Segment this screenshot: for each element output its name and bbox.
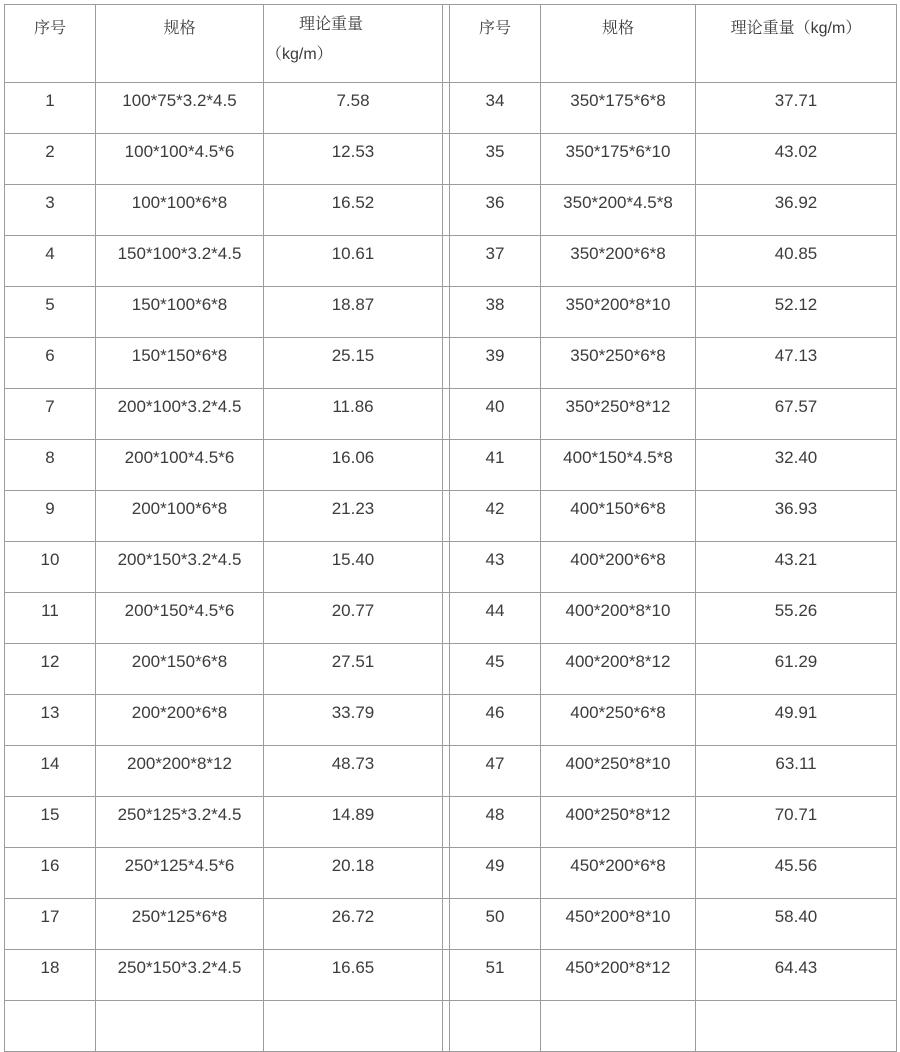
left-spec-cell: 100*75*3.2*4.5 [96,83,264,134]
left-weight-cell: 14.89 [264,797,443,848]
left-spec-cell: 250*125*6*8 [96,899,264,950]
left-spec-cell: 100*100*6*8 [96,185,264,236]
left-weight-cell: 33.79 [264,695,443,746]
spacer-cell [443,440,450,491]
left-serial-cell: 5 [5,287,96,338]
left-weight-header [264,5,443,83]
right-spec-cell: 450*200*6*8 [541,848,696,899]
table-row [5,287,897,338]
left-spec-cell: 100*100*4.5*6 [96,134,264,185]
spacer-cell [443,797,450,848]
right-serial-cell: 44 [450,593,541,644]
left-serial-cell: 16 [5,848,96,899]
right-spec-cell: 350*200*6*8 [541,236,696,287]
spacer-cell [443,491,450,542]
table-row [5,83,897,134]
right-weight-cell: 61.29 [696,644,897,695]
left-weight-cell: 26.72 [264,899,443,950]
table-row [5,236,897,287]
right-weight-cell: 40.85 [696,236,897,287]
left-weight-cell: 21.23 [264,491,443,542]
left-weight-cell: 15.40 [264,542,443,593]
right-serial-cell: 38 [450,287,541,338]
right-weight-cell: 47.13 [696,338,897,389]
right-serial-cell: 49 [450,848,541,899]
left-weight-cell: 16.06 [264,440,443,491]
table-row [5,899,897,950]
right-spec-cell: 350*175*6*8 [541,83,696,134]
left-serial-cell: 15 [5,797,96,848]
spacer-cell [443,389,450,440]
left-spec-header: 规格 [96,5,264,83]
left-spec-cell: 150*150*6*8 [96,338,264,389]
right-weight-cell: 36.92 [696,185,897,236]
right-serial-cell: 37 [450,236,541,287]
right-serial-cell: 39 [450,338,541,389]
left-weight-cell: 27.51 [264,644,443,695]
left-weight-cell: 7.58 [264,83,443,134]
right-serial-cell: 34 [450,83,541,134]
left-serial-cell [5,1001,96,1052]
right-serial-header: 序号 [450,5,541,83]
left-serial-cell: 3 [5,185,96,236]
spacer-cell [443,746,450,797]
right-weight-cell: 43.21 [696,542,897,593]
spacer-cell [443,338,450,389]
right-weight-cell: 67.57 [696,389,897,440]
spacer-cell [443,542,450,593]
right-serial-cell: 50 [450,899,541,950]
left-weight-cell: 12.53 [264,134,443,185]
right-weight-cell: 37.71 [696,83,897,134]
right-spec-cell: 400*200*8*10 [541,593,696,644]
right-spec-header: 规格 [541,5,696,83]
right-serial-cell: 36 [450,185,541,236]
right-weight-cell: 64.43 [696,950,897,1001]
left-weight-cell: 10.61 [264,236,443,287]
right-spec-cell: 400*250*8*10 [541,746,696,797]
table-row [5,593,897,644]
partial-table-row [5,1001,897,1052]
left-serial-cell: 2 [5,134,96,185]
left-serial-cell: 7 [5,389,96,440]
right-spec-cell: 400*150*6*8 [541,491,696,542]
right-serial-cell: 42 [450,491,541,542]
right-weight-cell: 70.71 [696,797,897,848]
left-weight-header-line2: （kg/m） [266,46,333,63]
right-serial-cell: 51 [450,950,541,1001]
left-serial-cell: 10 [5,542,96,593]
right-spec-cell: 350*200*4.5*8 [541,185,696,236]
left-serial-cell: 13 [5,695,96,746]
left-serial-cell: 11 [5,593,96,644]
right-weight-cell: 43.02 [696,134,897,185]
left-spec-cell: 150*100*6*8 [96,287,264,338]
left-weight-cell: 48.73 [264,746,443,797]
table-row [5,644,897,695]
left-spec-cell: 200*100*6*8 [96,491,264,542]
right-serial-cell: 40 [450,389,541,440]
left-spec-cell: 200*150*3.2*4.5 [96,542,264,593]
left-serial-cell: 8 [5,440,96,491]
table-row [5,797,897,848]
left-spec-cell: 150*100*3.2*4.5 [96,236,264,287]
right-serial-cell [450,1001,541,1052]
right-serial-cell: 41 [450,440,541,491]
right-spec-cell [541,1001,696,1052]
table-row [5,134,897,185]
header-spacer-cell [443,5,450,83]
table-row [5,185,897,236]
left-weight-cell: 16.65 [264,950,443,1001]
right-weight-cell: 32.40 [696,440,897,491]
right-serial-cell: 43 [450,542,541,593]
table-body [5,83,897,1052]
right-spec-cell: 400*200*6*8 [541,542,696,593]
spec-table-container [4,4,896,1052]
left-serial-cell: 4 [5,236,96,287]
left-spec-cell: 200*150*4.5*6 [96,593,264,644]
spacer-cell [443,593,450,644]
spacer-cell [443,644,450,695]
right-serial-cell: 48 [450,797,541,848]
right-serial-cell: 45 [450,644,541,695]
right-spec-cell: 350*175*6*10 [541,134,696,185]
right-weight-cell: 49.91 [696,695,897,746]
left-spec-cell: 200*150*6*8 [96,644,264,695]
left-serial-cell: 18 [5,950,96,1001]
right-serial-cell: 47 [450,746,541,797]
left-spec-cell: 200*200*6*8 [96,695,264,746]
spacer-cell [443,695,450,746]
spacer-cell [443,134,450,185]
left-spec-cell: 200*200*8*12 [96,746,264,797]
spacer-cell [443,950,450,1001]
h-beam-spec-table [4,4,897,1052]
right-spec-cell: 350*200*8*10 [541,287,696,338]
left-weight-cell: 18.87 [264,287,443,338]
left-spec-cell: 250*125*4.5*6 [96,848,264,899]
table-row [5,440,897,491]
right-weight-cell: 52.12 [696,287,897,338]
left-spec-cell [96,1001,264,1052]
table-row [5,491,897,542]
left-spec-cell: 250*150*3.2*4.5 [96,950,264,1001]
right-spec-cell: 350*250*8*12 [541,389,696,440]
table-row [5,848,897,899]
spacer-cell [443,236,450,287]
right-serial-cell: 35 [450,134,541,185]
table-row [5,389,897,440]
left-weight-cell: 20.18 [264,848,443,899]
left-serial-cell: 12 [5,644,96,695]
right-weight-cell: 36.93 [696,491,897,542]
right-spec-cell: 450*200*8*10 [541,899,696,950]
left-spec-cell: 250*125*3.2*4.5 [96,797,264,848]
right-spec-cell: 400*200*8*12 [541,644,696,695]
left-serial-cell: 1 [5,83,96,134]
left-spec-cell: 200*100*4.5*6 [96,440,264,491]
right-spec-cell: 400*150*4.5*8 [541,440,696,491]
right-weight-cell [696,1001,897,1052]
spacer-cell [443,287,450,338]
table-row [5,950,897,1001]
table-row [5,746,897,797]
left-weight-cell: 11.86 [264,389,443,440]
left-serial-cell: 17 [5,899,96,950]
right-weight-cell: 63.11 [696,746,897,797]
spacer-cell [443,185,450,236]
right-spec-cell: 400*250*8*12 [541,797,696,848]
right-spec-cell: 350*250*6*8 [541,338,696,389]
right-weight-cell: 58.40 [696,899,897,950]
left-weight-header-line1: 理论重量 [298,16,363,33]
table-row [5,338,897,389]
left-serial-cell: 14 [5,746,96,797]
spacer-cell [443,83,450,134]
left-spec-cell: 200*100*3.2*4.5 [96,389,264,440]
right-weight-cell: 55.26 [696,593,897,644]
table-row [5,695,897,746]
left-weight-cell [264,1001,443,1052]
right-spec-cell: 400*250*6*8 [541,695,696,746]
left-serial-cell: 6 [5,338,96,389]
right-serial-cell: 46 [450,695,541,746]
header-row [5,5,897,83]
left-serial-cell: 9 [5,491,96,542]
left-weight-cell: 20.77 [264,593,443,644]
right-weight-header: 理论重量（kg/m） [696,5,897,83]
table-row [5,542,897,593]
spacer-cell [443,1001,450,1052]
right-weight-cell: 45.56 [696,848,897,899]
left-serial-header: 序号 [5,5,96,83]
left-weight-cell: 25.15 [264,338,443,389]
right-spec-cell: 450*200*8*12 [541,950,696,1001]
left-weight-cell: 16.52 [264,185,443,236]
table-header [5,5,897,83]
spacer-cell [443,899,450,950]
spacer-cell [443,848,450,899]
